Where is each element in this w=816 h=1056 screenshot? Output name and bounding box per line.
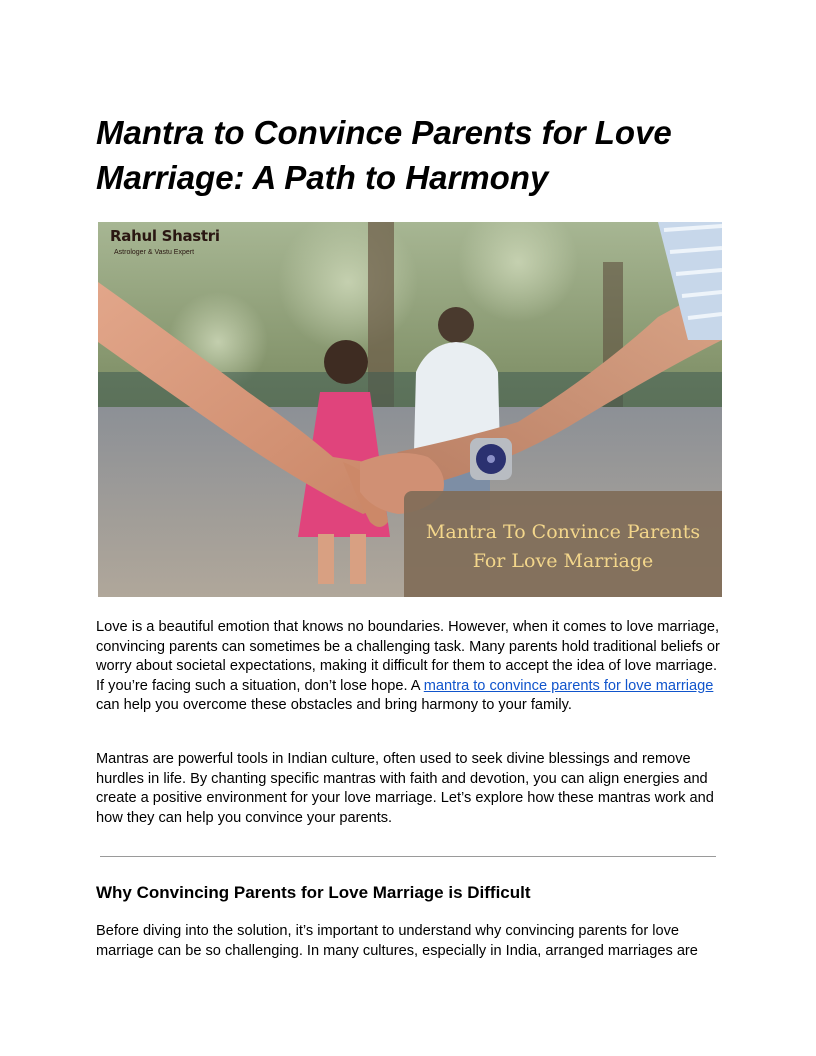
intro-paragraph bbox=[96, 618, 724, 716]
page-title: Mantra to Convince Parents for Love Marriage: A Path to Harmony bbox=[96, 114, 672, 196]
brand-logo bbox=[100, 225, 220, 261]
mantras-paragraph: Mantras are powerful tools in Indian culture, often used to seek divine blessings and remove hurdles in life. By chanting specific mantras with faith and devotion, you can align energies and create a positive environment for your love marriage. Let’s explore how these mantras work and how they can help you convince your parents. bbox=[96, 751, 714, 826]
section-heading: Why Convincing Parents for Love Marriage is Difficult bbox=[96, 883, 531, 902]
intro-text-before-link: Love is a beautiful emotion that knows no boundaries. However, when it comes to love marriage, convincing parents can sometimes be a challenging task. Many parents hold traditional beliefs or worry about societal expectations, making it difficult for them to accept the idea of love marriage. If you’re facing such a situation, don’t lose hope. A bbox=[96, 619, 720, 694]
hero-image bbox=[98, 222, 722, 597]
difficulty-paragraph: Before diving into the solution, it’s important to understand why convincing parents for love marriage can be so challenging. In many cultures, especially in India, arranged marriages are bbox=[96, 923, 698, 959]
image-caption-line-1: Mantra To Convince Parents bbox=[425, 521, 701, 543]
logo-tagline: Astrologer & Vastu Expert bbox=[114, 249, 195, 256]
logo-name: Rahul Shastri bbox=[110, 227, 220, 245]
horizontal-divider bbox=[100, 856, 716, 857]
image-caption-line-2: For Love Marriage bbox=[472, 550, 654, 572]
mantra-link[interactable]: mantra to convince parents for love marriage bbox=[423, 677, 714, 694]
intro-text-after-link: can help you overcome these obstacles and bring harmony to your family. bbox=[96, 697, 572, 713]
image-caption-box bbox=[404, 491, 722, 597]
